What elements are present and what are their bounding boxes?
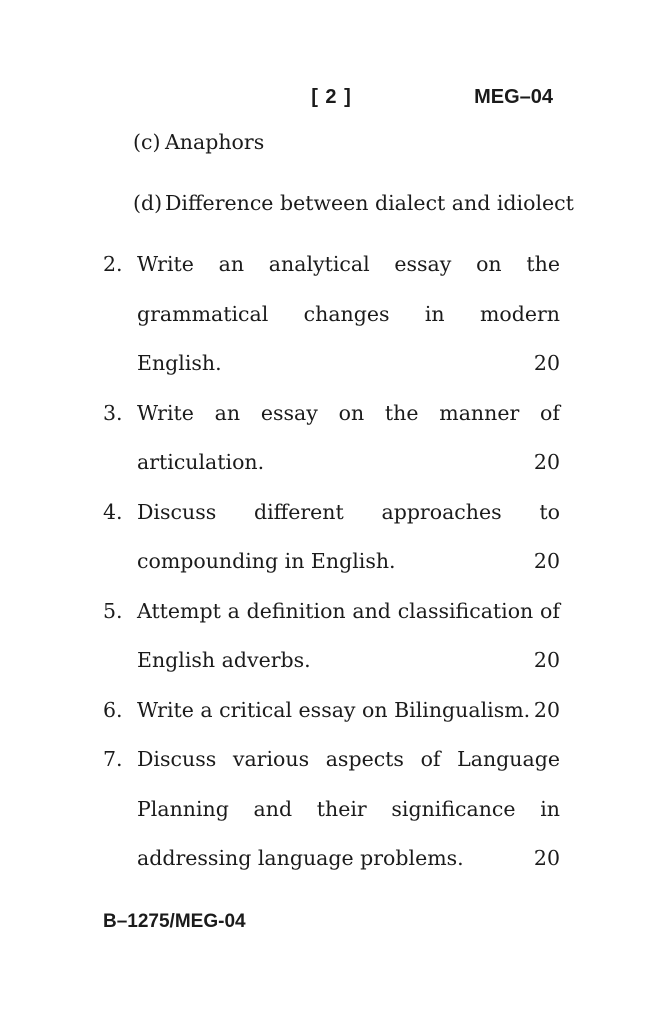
word: an [218, 252, 245, 276]
word: on [338, 400, 365, 425]
question-line [137, 438, 560, 488]
question-number: 4. [103, 499, 123, 524]
word: of [540, 400, 560, 425]
word: different [253, 499, 344, 524]
word: on [476, 252, 502, 276]
word: the [384, 400, 419, 425]
question-text: articulation. [137, 450, 265, 474]
word: classification [397, 598, 534, 623]
question-number: 6. [103, 697, 123, 722]
word: an [214, 400, 241, 425]
word: their [316, 796, 367, 821]
word: and [253, 796, 293, 821]
word: approaches [381, 499, 502, 524]
word: Discuss [137, 747, 217, 771]
word: essay [260, 400, 318, 425]
word: the [526, 252, 560, 276]
word: various [232, 747, 310, 771]
question-line [137, 834, 560, 884]
question-line [103, 735, 560, 785]
question-line [103, 587, 560, 637]
subquestion-label: (d) [133, 191, 163, 215]
word: and [352, 598, 391, 623]
question-line [137, 290, 560, 340]
word: modern [479, 301, 560, 326]
word: analytical [268, 252, 370, 276]
marks-value: 20 [533, 697, 560, 722]
question-text: English. [137, 351, 222, 375]
footer-print-code: B–1275/MEG-04 [103, 911, 246, 932]
subquestion-label: (c) [133, 130, 161, 154]
word: Write [137, 252, 194, 276]
marks-value: 20 [533, 648, 560, 672]
subquestion-text: Anaphors [165, 130, 265, 154]
question-number: 2. [103, 252, 123, 276]
word: Attempt [137, 598, 221, 623]
question-number: 7. [103, 747, 123, 771]
word: of [540, 598, 560, 623]
question-line [103, 389, 560, 439]
word: to [539, 499, 560, 524]
question-line [103, 240, 560, 290]
question-line [103, 488, 560, 538]
marks-value: 20 [533, 846, 560, 870]
subquestion-item [133, 130, 264, 154]
question-text: compounding in English. [137, 549, 396, 573]
word: essay [394, 252, 452, 276]
question-number: 5. [103, 598, 123, 623]
question-list [103, 240, 560, 884]
word: Planning [137, 796, 229, 821]
subquestion-item [133, 191, 574, 215]
page-header [0, 86, 663, 110]
subquestion-text: Difference between dialect and idiolect [165, 191, 574, 215]
word: grammatical [137, 301, 269, 326]
word: Language [457, 747, 560, 771]
question-text: Write a critical essay on Bilingualism. [137, 697, 531, 722]
word: in [424, 301, 445, 326]
question-number: 3. [103, 400, 123, 425]
word: manner [439, 400, 520, 425]
word: Discuss [137, 499, 217, 524]
question-text: addressing language problems. [137, 846, 464, 870]
question-line [137, 636, 560, 686]
marks-value: 20 [533, 549, 560, 573]
question-line [137, 339, 560, 389]
word: in [540, 796, 560, 821]
question-line [137, 785, 560, 835]
page-number: [ 2 ] [311, 86, 352, 108]
word: of [420, 747, 441, 771]
question-text: English adverbs. [137, 648, 311, 672]
word: Write [137, 400, 194, 425]
word: aspects [325, 747, 404, 771]
marks-value: 20 [533, 450, 560, 474]
word: changes [303, 301, 390, 326]
question-line [103, 686, 560, 736]
marks-value: 20 [533, 351, 560, 375]
course-code: MEG–04 [474, 86, 553, 108]
word: significance [391, 796, 516, 821]
word: definition [246, 598, 346, 623]
question-line [137, 537, 560, 587]
word: a [227, 598, 240, 623]
